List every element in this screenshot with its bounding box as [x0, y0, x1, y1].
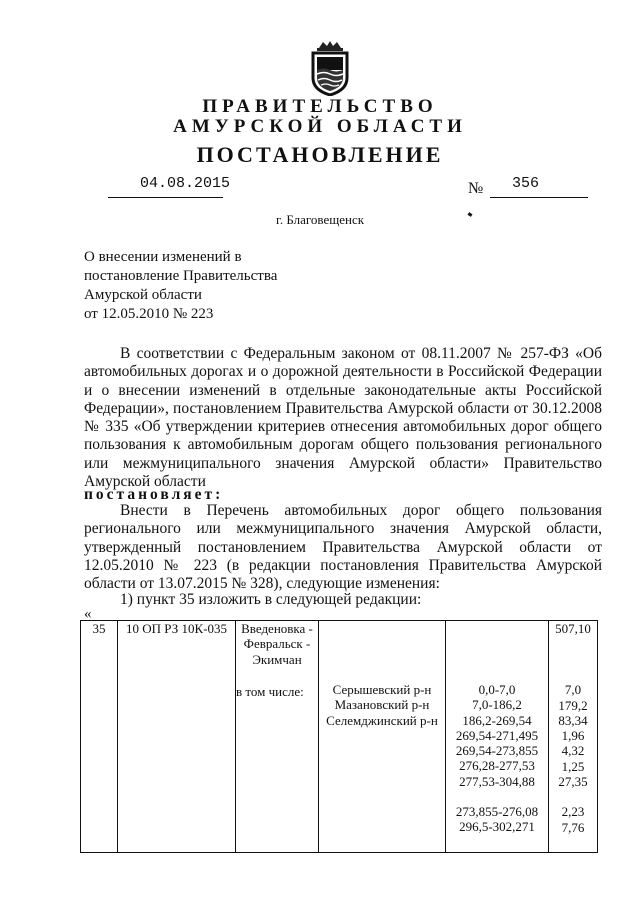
coat-of-arms-icon: [305, 40, 355, 96]
opening-quote: «: [84, 606, 92, 622]
table-row: [81, 621, 598, 853]
total-length: 507,10: [555, 621, 591, 636]
document-type-title: ПОСТАНОВЛЕНИЕ: [196, 142, 444, 167]
range-value: 7,0-186,2: [472, 697, 522, 713]
amendment-paragraph: Внести в Перечень автомобильных дорог общего пользования регионального или межмуниципального значения Амурской области, утвержденный постановлением Правительства Амурской области от 12.05.2010 № 223 (в редакции постановления Правительства Амурской области от 13.07.2015 № 328), следующие изменения:: [84, 502, 602, 593]
number-sign: №: [468, 180, 484, 197]
road-name-line: Введеновка -: [241, 621, 313, 636]
length-value: 83,34: [558, 712, 588, 728]
preamble-paragraph: В соответствии с Федеральным законом от 08.11.2007 № 257-ФЗ «Об автомобильных дорогах и о дорожной деятельности в Российской Федерации и о внесении изменений в отдельные законодательные акты Российской Федерации», постановлением Правительства Амурской области от 30.12.2008 № 335 «Об утверждении критериев отнесения автомобильных дорог общего пользования к автомобильным дорогам общего пользования регионального или межмуниципального значения Амурской области» Правительство Амурской области: [84, 345, 602, 491]
length-value: 27,35: [558, 774, 588, 790]
road-name-line: Февральск -: [243, 636, 311, 652]
region-title: АМУРСКОЙ ОБЛАСТИ: [173, 116, 467, 137]
districts-cell: [319, 621, 446, 853]
range-value: 277,53-304,88: [459, 773, 535, 789]
subject-line: О внесении изменений в: [84, 249, 242, 265]
row-number-cell: 35: [81, 621, 118, 853]
city-name: г. Благовещенск: [275, 212, 365, 227]
subject-line: от 12.05.2010 № 223: [84, 306, 214, 322]
range-value: 269,54-271,495: [455, 727, 539, 743]
range-value: 273,855-276,08: [455, 804, 539, 820]
road-id-cell: 10 ОП РЗ 10К-035: [118, 621, 236, 853]
roads-table: [80, 620, 598, 853]
decree-word: постановляет:: [84, 486, 224, 503]
length-value: 7,76: [561, 819, 585, 835]
document-number: 356: [512, 175, 540, 192]
subject-line: Амурской области: [84, 287, 202, 303]
including-label: в том числе:: [236, 683, 304, 699]
range-value: 186,2-269,54: [462, 712, 532, 728]
length-value: 4,32: [561, 743, 585, 759]
road-name-line: Экимчан: [252, 651, 302, 667]
item-1-text: 1) пункт 35 изложить в следующей редакции:: [120, 591, 422, 608]
district: Мазановский р-н: [334, 697, 430, 713]
road-name-cell: [236, 621, 319, 853]
length-value: 7,0: [564, 682, 582, 698]
range-value: 296,5-302,271: [459, 819, 535, 835]
length-value: 1,96: [561, 728, 585, 744]
date-underline: [108, 197, 223, 198]
ranges-cell: [446, 621, 549, 853]
number-underline: [490, 197, 588, 198]
length-value: 1,25: [561, 758, 585, 774]
document-date: 04.08.2015: [140, 175, 231, 192]
subject-line: постановление Правительства: [84, 268, 278, 284]
range-value: 0,0-7,0: [478, 682, 516, 697]
district: Селемджинский р-н: [326, 712, 438, 728]
lengths-cell: [549, 621, 598, 853]
range-value: 276,28-277,53: [459, 758, 535, 774]
document-subject: [84, 248, 277, 324]
length-value: 2,23: [561, 804, 585, 820]
district: Серышевский р-н: [332, 682, 432, 697]
length-value: 179,2: [558, 697, 588, 713]
range-value: 269,54-273,855: [455, 743, 539, 759]
government-title: ПРАВИТЕЛЬСТВО: [202, 96, 438, 117]
